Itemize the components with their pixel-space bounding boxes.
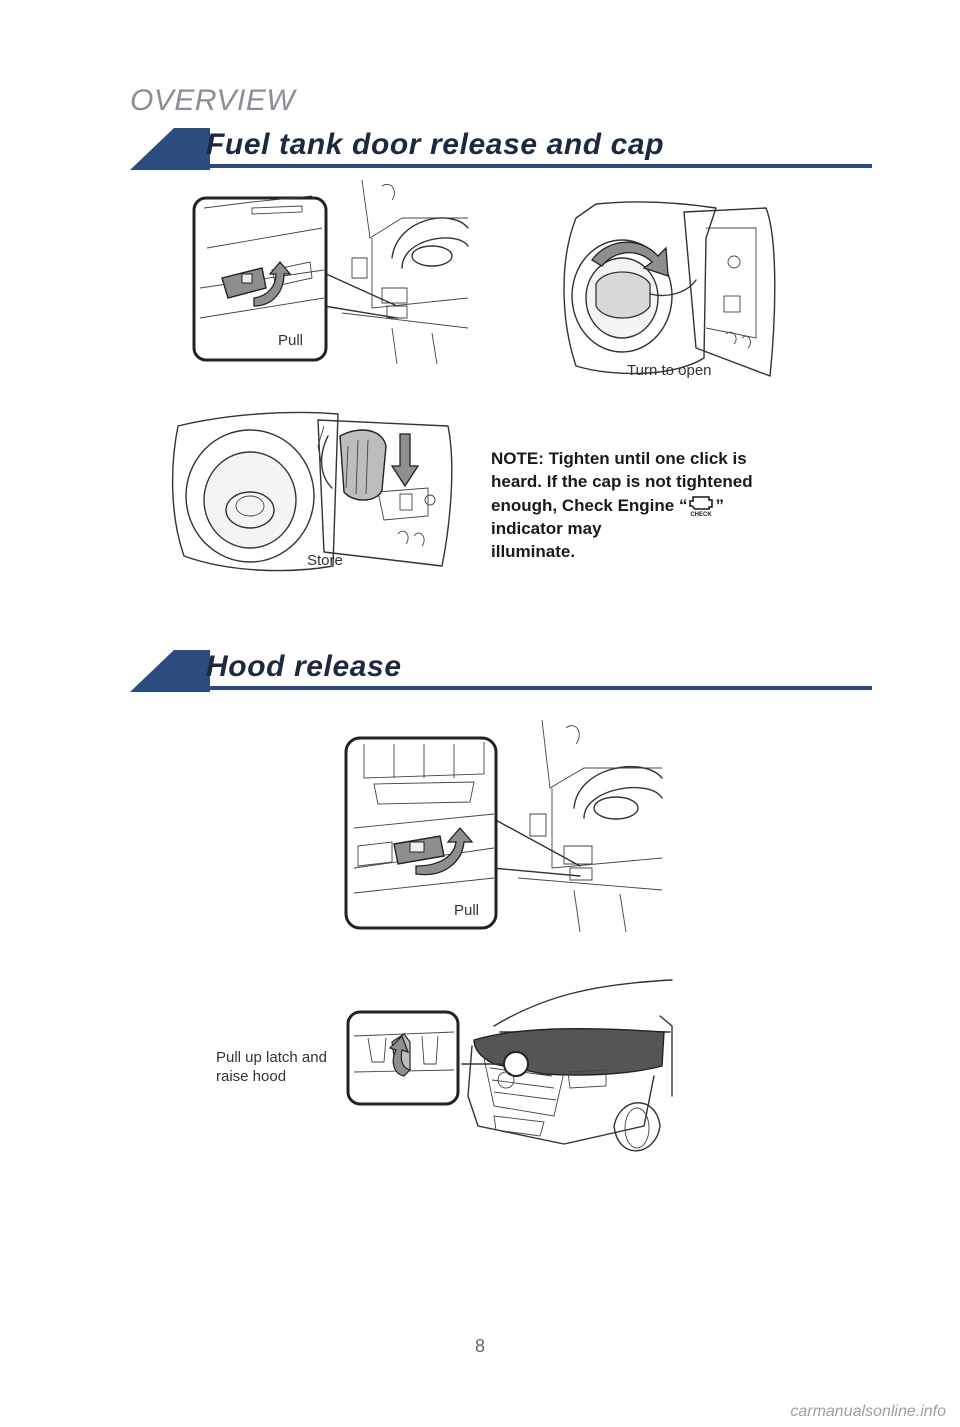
note-line-3-after: ” (715, 496, 724, 515)
watermark: carmanualsonline.info (790, 1403, 946, 1420)
note-line-5: illuminate. (491, 542, 576, 561)
section-title-hood: Hood release (206, 650, 402, 683)
down-arrow-icon (392, 434, 418, 486)
caption-latch-line-1: Pull up latch and (216, 1049, 327, 1066)
note-line-3-before: enough, Check Engine “ (491, 496, 688, 515)
section-title-fuel: Fuel tank door release and cap (206, 128, 665, 161)
caption-store: Store (307, 552, 343, 569)
hood-release-illustration (344, 718, 664, 932)
hood-latch-illustration (344, 976, 674, 1168)
note-text (491, 447, 811, 563)
note-line-2: heard. If the cap is not tightened (491, 472, 753, 491)
section-rule (170, 164, 872, 168)
caption-turn-to-open: Turn to open (627, 362, 712, 379)
section-header-fuel (130, 128, 872, 168)
turn-to-open-illustration (556, 198, 782, 384)
caption-hood-pull: Pull (454, 902, 480, 919)
caption-latch (216, 1048, 346, 1086)
section-rule (170, 686, 872, 690)
store-cap-illustration (168, 406, 458, 576)
caption-fuel-pull: Pull (278, 332, 304, 349)
caption-latch-line-2: raise hood (216, 1068, 287, 1085)
check-engine-label: CHECK (690, 512, 713, 517)
fuel-release-illustration (192, 178, 470, 364)
section-header-hood (130, 650, 872, 690)
check-engine-icon (687, 493, 715, 517)
overview-heading: OVERVIEW (130, 84, 296, 117)
note-line-3 (491, 493, 811, 517)
note-line-1: NOTE: Tighten until one click is (491, 449, 747, 468)
note-line-4: indicator may (491, 519, 602, 538)
page-number: 8 (474, 1336, 485, 1356)
